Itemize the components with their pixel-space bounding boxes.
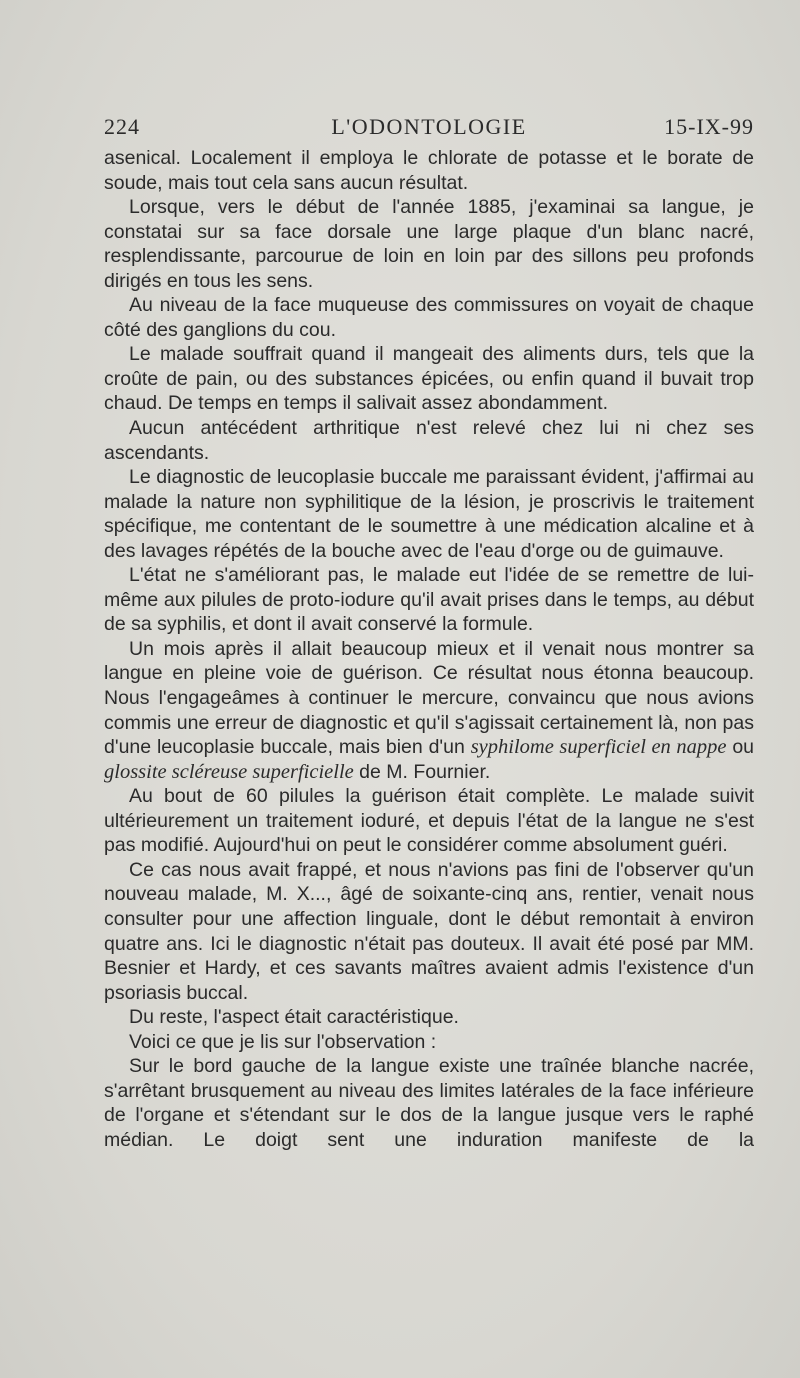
paragraph: Aucun antécédent arthritique n'est relevé chez lui ni chez ses ascendants. <box>104 417 754 464</box>
paragraph: Le malade souffrait quand il mangeait des aliments durs, tels que la croûte de pain, ou des substances épicées, ou enfin quand il buvait trop chaud. De temps en temps il salivait assez abondamment. <box>104 343 754 415</box>
page-number: 224 <box>104 114 140 139</box>
paragraph: Lorsque, vers le début de l'année 1885, j'examinai sa langue, je constatai sur sa face dorsale une large plaque d'un blanc nacré, resplendissante, parcourue de loin en loin par des sillons peu profonds dirigés en tous les sens. <box>104 196 754 292</box>
paragraph-text: ou <box>726 736 755 759</box>
running-header <box>104 114 754 144</box>
italic-term: glossite scléreuse superficielle <box>104 760 354 783</box>
paragraph <box>104 637 754 784</box>
paragraph: Le diagnostic de leucoplasie buccale me paraissant évident, j'affirmai au malade la nature non syphilitique de la lésion, je proscrivis le traitement spécifique, me contentant de le soumettre à une médication alcaline et à des lavages répétés de la bouche avec de l'eau d'orge ou de guimauve. <box>104 466 754 562</box>
paragraph: Sur le bord gauche de la langue existe une traînée blanche nacrée, s'arrêtant brusquement au niveau des limites latérales de la face inférieure de l'organe et s'étendant sur le dos de la langue jusque vers le raphé médian. Le doigt sent une induration manifeste de la <box>104 1055 754 1151</box>
paragraph: Ce cas nous avait frappé, et nous n'avions pas fini de l'observer qu'un nouveau malade, M. X..., âgé de soixante-cinq ans, rentier, venait nous consulter pour une affection linguale, dont le début remontait à environ quatre ans. Ici le diagnostic n'était pas douteux. Il avait été posé par MM. Besnier et Hardy, et ces savants maîtres avaient admis l'existence d'un psoriasis buccal. <box>104 858 754 1004</box>
paragraph-text: Un mois après il allait beaucoup mieux et il venait nous montrer sa langue en pleine voie de guérison. Ce résultat nous étonna beaucoup. Nous l'engageâmes à continuer le mercure, convaincu que nous avions commis une erreur de diagnostic et qu'il s'agissait certainement là, non pas d'une leucoplasie buccale, mais bien d'un <box>104 637 754 759</box>
paragraph: Au niveau de la face muqueuse des commissures on voyait de chaque côté des ganglions du cou. <box>104 294 754 341</box>
paragraph-text: de M. Fournier. <box>353 760 491 783</box>
paragraph: Voici ce que je lis sur l'observation : <box>129 1030 437 1053</box>
paragraph: asenical. Localement il employa le chlorate de potasse et le borate de soude, mais tout cela sans aucun résultat. <box>104 147 754 194</box>
journal-title: L'ODONTOLOGIE <box>331 114 527 139</box>
issue-date: 15-IX-99 <box>664 114 754 139</box>
paragraph: Du reste, l'aspect était caractéristique. <box>129 1006 459 1029</box>
italic-term: syphilome superficiel en nappe <box>470 736 727 759</box>
body-text <box>104 146 754 1152</box>
paragraph: L'état ne s'améliorant pas, le malade eut l'idée de se remettre de lui-même aux pilules de proto-iodure qu'il avait prises dans le temps, au début de sa syphilis, et dont il avait conservé la formule. <box>104 564 754 636</box>
paragraph: Au bout de 60 pilules la guérison était complète. Le malade suivit ultérieurement un traitement ioduré, et depuis l'état de la langue ne s'est pas modifié. Aujourd'hui on peut le considérer comme absolument guéri. <box>104 785 754 857</box>
